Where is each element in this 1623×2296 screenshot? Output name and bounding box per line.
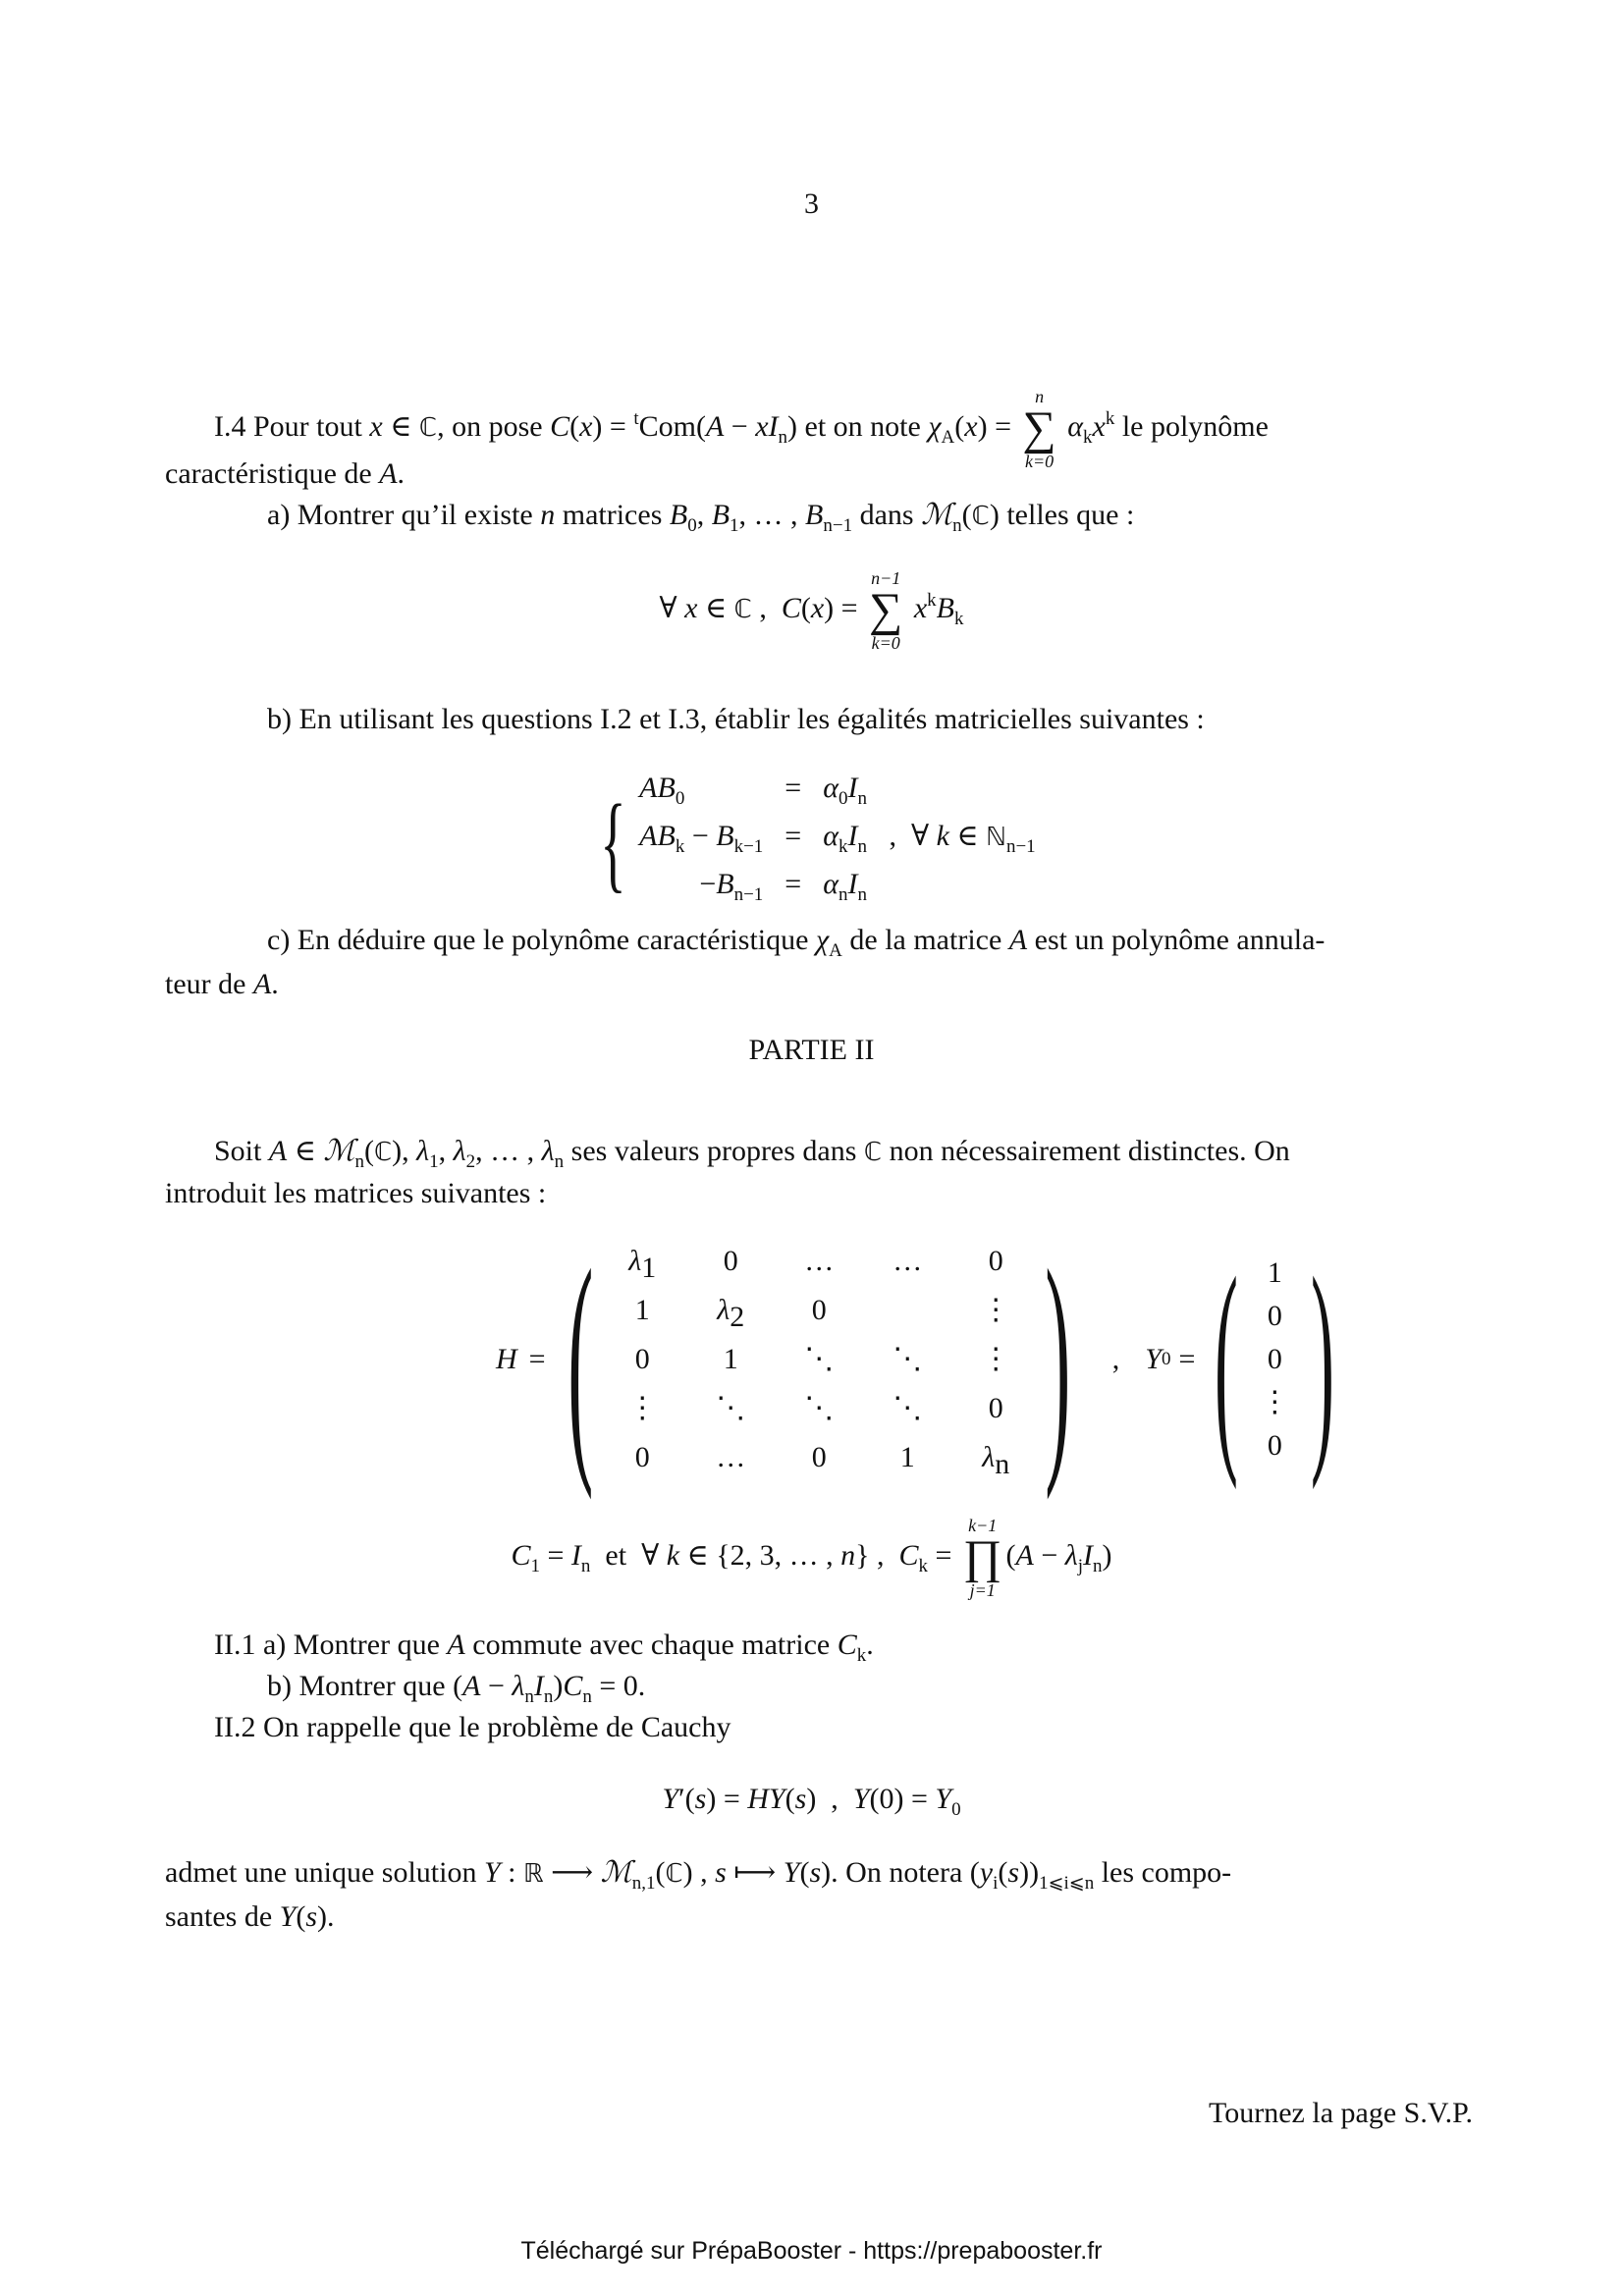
- matrix-cell: 1: [634, 1294, 650, 1326]
- solution-line1: admet une unique solution Y : ℝ ⟶ ℳ$_{n,1}$(ℂ) , s ⟼ Y(s). On notera $(y_i(s))_{1⩽i⩽n}$ les compo-: [165, 1856, 1232, 1894]
- text: , on pose: [437, 409, 543, 443]
- matrix-cell: λ2: [717, 1294, 745, 1333]
- equation-c-expansion: ∀ x ∈ ℂ , C(x) = n−1 ∑ k=0 $x^kB_k$: [659, 568, 964, 653]
- matrix-equations: H = ( λ1 0 … … 0 1 λ2 0 ⋮ 0 1 ⋱ ⋱ ⋮ ⋮ ⋱ ⋱ ⋱ 0 0 … 0 1 λn ) , Y 0 = ( 1 0 0 ⋮ 0 ): [496, 1218, 1335, 1501]
- sum-symbol: n−1 ∑ k=0: [869, 568, 903, 653]
- text: caractéristique de: [165, 457, 372, 490]
- product-symbol: k−1 ∏ j=1: [962, 1516, 1002, 1600]
- matrix-cell: …: [716, 1441, 746, 1473]
- vector-cell: 1: [1267, 1256, 1282, 1289]
- text: ses valeurs propres dans: [570, 1135, 857, 1167]
- vector-cell: ⋮: [1260, 1386, 1290, 1418]
- part2-intro-line1: Soit A ∈ ℳ$_n$(ℂ), $\lambda_1$, $\lambda_2$, … , $\lambda_n$ ses valeurs propres dans ℂ non nécessairement distinctes. On: [214, 1135, 1290, 1172]
- text: non nécessairement distinctes. On: [889, 1135, 1290, 1167]
- question-label: I.4: [214, 409, 246, 443]
- text: dans: [859, 499, 914, 531]
- question-i4-a: a) Montrer qu’il existe n matrices $B_0$, $B_1$, … , $B_{n-1}$ dans ℳ$_n$(ℂ) telles que :: [267, 499, 1135, 536]
- matrix-cell: 1: [723, 1343, 738, 1375]
- text: est un polynôme annula-: [1034, 924, 1325, 956]
- text: santes de: [165, 1900, 273, 1933]
- vector-cell: 0: [1267, 1300, 1282, 1332]
- equation-system: { $AB_0$ = $\alpha_0I_n$ $AB_k - B_{k-1}$ = $\alpha_kI_n$ , ∀ k ∈ ℕ$_{n-1}$ $-B_{n-1}$ = $\alpha_nI_n$: [600, 772, 1036, 905]
- var: A: [379, 457, 398, 490]
- question-i4-line1: I.4 Pour tout x ∈ ℂ, on pose $C(x) = ^tCom(A - xI_n)$ et on note $\chi_A(x)$ = n ∑ k=0 $\alpha_kx^k$ le polynôme: [214, 387, 1269, 471]
- matrix-cell: …: [804, 1245, 835, 1277]
- text: et: [605, 1538, 627, 1572]
- solution-line2: santes de Y(s).: [165, 1900, 335, 1933]
- text: b) Montrer que: [267, 1670, 446, 1702]
- matrix-cell: ⋮: [981, 1343, 1011, 1375]
- vector-cell: 0: [1267, 1343, 1282, 1375]
- text: commute avec chaque matrice: [472, 1629, 831, 1661]
- matrix-cell: ⋱: [716, 1392, 746, 1424]
- question-i4-c-line2: teur de A.: [165, 968, 279, 1000]
- vector-y0: [1250, 1252, 1299, 1468]
- text: le polynôme: [1121, 409, 1269, 443]
- matrix-cell: λ1: [628, 1245, 657, 1284]
- matrix-cell: ⋱: [893, 1392, 923, 1424]
- left-paren: (: [1215, 1229, 1239, 1490]
- section-title: PARTIE II: [748, 1034, 875, 1066]
- matrix-cell: 1: [899, 1441, 915, 1473]
- matrix-cell: 0: [634, 1441, 650, 1473]
- question-i4-c-line1: c) En déduire que le polynôme caractéristique $\chi_A$ de la matrice A est un polynôme annula-: [267, 924, 1325, 961]
- matrix-cell: …: [893, 1245, 923, 1277]
- question-ii2: II.2 On rappelle que le problème de Cauchy: [214, 1711, 731, 1743]
- vector-cell: 0: [1267, 1429, 1282, 1462]
- matrix-cell: ⋮: [627, 1392, 658, 1424]
- text: teur de: [165, 968, 246, 1000]
- left-paren: (: [567, 1218, 593, 1501]
- matrix-cell: ⋮: [981, 1294, 1011, 1326]
- matrix-cell: 0: [811, 1441, 827, 1473]
- matrix-cell: λn: [982, 1441, 1010, 1480]
- text: matrices: [562, 499, 663, 531]
- matrix-cell: ⋱: [804, 1392, 835, 1424]
- text: Soit: [214, 1135, 262, 1167]
- part2-intro-line2: introduit les matrices suivantes :: [165, 1177, 547, 1209]
- right-paren: ): [1311, 1229, 1335, 1490]
- question-ii1-b: b) Montrer que $(A - \lambda_nI_n)C_n = 0$.: [267, 1670, 646, 1707]
- text: de la matrice: [849, 924, 1002, 956]
- text: les compo-: [1101, 1856, 1232, 1889]
- equation-ck: $C_1 = I_n$ et ∀ k ∈ {2, 3, … , n} , $C_k$ = k−1 ∏ j=1 $(A - \lambda_jI_n)$: [511, 1516, 1112, 1600]
- matrix-cell: 0: [988, 1245, 1003, 1277]
- left-brace: {: [600, 781, 626, 902]
- matrix-cell: ⋱: [804, 1343, 835, 1375]
- question-i4-b: b) En utilisant les questions I.2 et I.3, établir les égalités matricielles suivantes :: [267, 703, 1205, 735]
- matrix-cell: [884, 1289, 931, 1332]
- matrix-cell: 0: [634, 1343, 650, 1375]
- matrix-cell: 0: [723, 1245, 738, 1277]
- matrix-h: [609, 1240, 1029, 1479]
- equation-cauchy: Y′(s) = HY(s) , $Y(0) = Y_0$: [662, 1783, 961, 1820]
- download-notice: Téléchargé sur PrépaBooster - https://prepabooster.fr: [520, 2237, 1103, 2265]
- text: II.1 a) Montrer que: [214, 1629, 440, 1661]
- turn-page-note: Tournez la page S.V.P.: [1209, 2097, 1473, 2129]
- text: a) Montrer qu’il existe: [267, 499, 533, 531]
- text: Pour tout: [253, 409, 362, 443]
- text: telles que :: [1006, 499, 1135, 531]
- text: c) En déduire que le polynôme caractéristique: [267, 924, 809, 956]
- page-number: 3: [804, 187, 819, 220]
- matrix-cell: 0: [988, 1392, 1003, 1424]
- matrix-cell: 0: [811, 1294, 827, 1326]
- question-i4-line2: caractéristique de A.: [165, 457, 406, 490]
- text: et on note: [804, 409, 921, 443]
- question-ii1-a: II.1 a) Montrer que A commute avec chaque matrice $C_k$.: [214, 1629, 874, 1666]
- text: . On notera: [831, 1856, 963, 1889]
- sum-symbol: n ∑ k=0: [1022, 387, 1056, 471]
- right-paren: ): [1045, 1218, 1071, 1501]
- text: admet une unique solution: [165, 1856, 477, 1889]
- matrix-cell: ⋱: [893, 1343, 923, 1375]
